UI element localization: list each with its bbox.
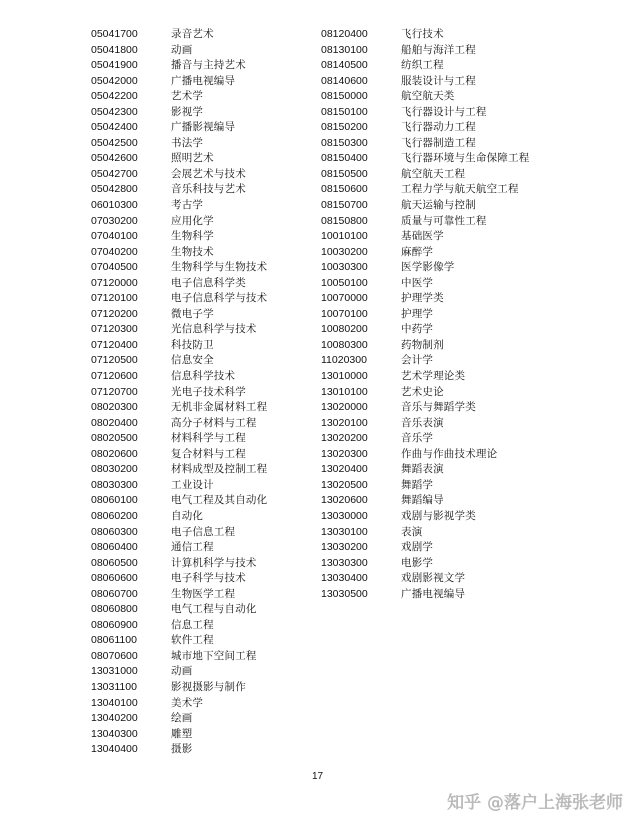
major-row <box>321 120 529 136</box>
major-code: 10080200 <box>321 323 368 336</box>
major-code: 07120000 <box>91 276 138 289</box>
major-code: 13030400 <box>321 572 368 585</box>
major-row <box>91 556 267 572</box>
major-row <box>321 540 529 556</box>
major-name: 会计学 <box>401 354 434 367</box>
major-code: 11020300 <box>321 354 367 367</box>
major-code: 07040100 <box>91 230 138 243</box>
major-name: 基础医学 <box>401 230 444 243</box>
major-code: 08060600 <box>91 572 138 585</box>
major-code: 05042500 <box>91 136 138 149</box>
major-name: 复合材料与工程 <box>171 447 246 460</box>
major-name: 广播电视编导 <box>401 587 466 600</box>
major-name: 舞蹈学 <box>401 478 434 491</box>
major-code: 13040400 <box>91 743 138 756</box>
major-name: 动画 <box>171 43 193 56</box>
major-code: 07120300 <box>91 323 138 336</box>
major-row <box>321 416 529 432</box>
major-code: 05041900 <box>91 59 138 72</box>
major-row <box>321 400 529 416</box>
major-name: 广播影视编导 <box>171 121 236 134</box>
major-row <box>321 307 529 323</box>
major-row <box>91 214 267 230</box>
major-name: 电子科学与技术 <box>171 572 246 585</box>
major-name: 材料成型及控制工程 <box>171 463 268 476</box>
major-row <box>321 462 529 478</box>
major-code: 08020600 <box>91 447 138 460</box>
major-row <box>321 198 529 214</box>
major-name: 信息安全 <box>171 354 214 367</box>
major-code: 08020400 <box>91 416 138 429</box>
major-name: 艺术学 <box>171 90 204 103</box>
major-name: 舞蹈表演 <box>401 463 444 476</box>
major-row <box>91 307 267 323</box>
major-row <box>91 89 267 105</box>
major-row <box>91 338 267 354</box>
major-name: 护理学 <box>401 307 434 320</box>
major-row <box>321 136 529 152</box>
major-row <box>91 245 267 261</box>
major-name: 音乐与舞蹈学类 <box>401 401 476 414</box>
major-name: 音乐学 <box>401 432 434 445</box>
major-name: 中医学 <box>401 276 434 289</box>
major-name: 微电子学 <box>171 307 214 320</box>
major-name: 考古学 <box>171 199 204 212</box>
watermark: 知乎 @落户上海张老师 <box>447 793 623 813</box>
major-row <box>321 338 529 354</box>
major-code: 13030300 <box>321 556 368 569</box>
major-code: 08130100 <box>321 43 368 56</box>
major-row <box>91 587 267 603</box>
major-row <box>91 400 267 416</box>
major-name: 音乐表演 <box>401 416 444 429</box>
major-code: 08030200 <box>91 463 138 476</box>
major-code: 08150300 <box>321 136 368 149</box>
major-row <box>91 43 267 59</box>
major-code: 13030500 <box>321 587 368 600</box>
major-name: 护理学类 <box>401 292 444 305</box>
major-code: 07120700 <box>91 385 138 398</box>
major-code: 08070600 <box>91 649 138 662</box>
major-code: 08150200 <box>321 121 368 134</box>
major-row <box>321 525 529 541</box>
major-code: 08060200 <box>91 509 138 522</box>
major-name: 光电子技术科学 <box>171 385 246 398</box>
major-code: 08150500 <box>321 167 368 180</box>
major-row <box>91 416 267 432</box>
major-name: 电气工程与自动化 <box>171 603 257 616</box>
major-name: 通信工程 <box>171 541 214 554</box>
major-name: 艺术史论 <box>401 385 444 398</box>
left-column <box>91 27 267 758</box>
major-name: 生物科学与生物技术 <box>171 261 268 274</box>
major-code: 06010300 <box>91 199 138 212</box>
major-code: 13020600 <box>321 494 368 507</box>
major-name: 电子信息工程 <box>171 525 236 538</box>
major-row <box>321 89 529 105</box>
major-name: 应用化学 <box>171 214 214 227</box>
major-code: 13020200 <box>321 432 368 445</box>
major-row <box>91 105 267 121</box>
major-row <box>91 664 267 680</box>
major-code: 08150000 <box>321 90 368 103</box>
major-name: 音乐科技与艺术 <box>171 183 246 196</box>
major-name: 飞行器环境与生命保障工程 <box>401 152 530 165</box>
major-row <box>91 447 267 463</box>
major-code: 13030200 <box>321 541 368 554</box>
major-name: 录音艺术 <box>171 28 214 40</box>
major-code: 10050100 <box>321 276 368 289</box>
major-row <box>91 136 267 152</box>
major-code: 13020100 <box>321 416 368 429</box>
major-name: 材料科学与工程 <box>171 432 246 445</box>
major-name: 戏剧与影视学类 <box>401 509 476 522</box>
major-row <box>91 27 267 43</box>
major-name: 艺术学理论类 <box>401 370 466 383</box>
major-row <box>321 571 529 587</box>
major-name: 高分子材料与工程 <box>171 416 257 429</box>
major-code: 13040200 <box>91 712 138 725</box>
major-code: 08140500 <box>321 59 368 72</box>
major-row <box>321 276 529 292</box>
major-name: 广播电视编导 <box>171 74 236 87</box>
major-code: 08150800 <box>321 214 368 227</box>
major-row <box>321 27 529 43</box>
major-row <box>91 462 267 478</box>
major-row <box>321 229 529 245</box>
major-name: 雕塑 <box>171 727 193 740</box>
major-name: 自动化 <box>171 509 204 522</box>
major-row <box>91 260 267 276</box>
major-name: 摄影 <box>171 743 193 756</box>
major-code: 08060800 <box>91 603 138 616</box>
major-row <box>91 727 267 743</box>
major-row <box>91 322 267 338</box>
major-code: 08120400 <box>321 28 368 40</box>
major-name: 光信息科学与技术 <box>171 323 257 336</box>
major-name: 飞行技术 <box>401 28 444 40</box>
major-code: 08140600 <box>321 74 368 87</box>
major-name: 电影学 <box>401 556 434 569</box>
major-row <box>321 587 529 603</box>
major-code: 13030100 <box>321 525 368 538</box>
major-code: 08060100 <box>91 494 138 507</box>
major-row <box>321 291 529 307</box>
major-row <box>91 571 267 587</box>
page-number: 17 <box>311 771 324 782</box>
major-code: 05042600 <box>91 152 138 165</box>
major-row <box>91 385 267 401</box>
major-name: 计算机科学与技术 <box>171 556 257 569</box>
major-code: 07040500 <box>91 261 138 274</box>
major-name: 城市地下空间工程 <box>171 649 257 662</box>
major-code: 08060400 <box>91 541 138 554</box>
major-code: 08150600 <box>321 183 368 196</box>
major-row <box>321 182 529 198</box>
major-name: 戏剧影视文学 <box>401 572 466 585</box>
major-code: 13020000 <box>321 401 368 414</box>
major-row <box>321 74 529 90</box>
major-name: 电子信息科学与技术 <box>171 292 268 305</box>
major-row <box>91 182 267 198</box>
major-code: 05042800 <box>91 183 138 196</box>
major-code: 13010000 <box>321 370 368 383</box>
major-row <box>91 633 267 649</box>
major-row <box>91 431 267 447</box>
major-name: 药物制剂 <box>401 338 444 351</box>
major-code: 05042700 <box>91 167 138 180</box>
major-code: 13030000 <box>321 509 368 522</box>
major-code: 10070000 <box>321 292 368 305</box>
major-name: 播音与主持艺术 <box>171 59 246 72</box>
major-row <box>91 649 267 665</box>
major-row <box>91 696 267 712</box>
major-name: 船舶与海洋工程 <box>401 43 476 56</box>
major-row <box>91 167 267 183</box>
major-code: 07120600 <box>91 370 138 383</box>
major-name: 表演 <box>401 525 423 538</box>
major-name: 航空航天工程 <box>401 167 466 180</box>
major-row <box>91 151 267 167</box>
major-name: 航天运输与控制 <box>401 199 476 212</box>
major-row <box>321 214 529 230</box>
major-row <box>321 478 529 494</box>
major-name: 会展艺术与技术 <box>171 167 246 180</box>
major-name: 戏剧学 <box>401 541 434 554</box>
major-code: 07030200 <box>91 214 138 227</box>
major-name: 影视学 <box>171 105 204 118</box>
major-row <box>321 447 529 463</box>
major-row <box>321 353 529 369</box>
major-name: 工业设计 <box>171 478 214 491</box>
major-code: 05041700 <box>91 28 138 40</box>
major-row <box>321 322 529 338</box>
major-row <box>321 556 529 572</box>
major-row <box>91 525 267 541</box>
major-name: 照明艺术 <box>171 152 214 165</box>
major-code: 08150400 <box>321 152 368 165</box>
major-row <box>91 478 267 494</box>
major-name: 生物科学 <box>171 230 214 243</box>
major-code: 05041800 <box>91 43 138 56</box>
major-name: 工程力学与航天航空工程 <box>401 183 519 196</box>
major-code: 07120200 <box>91 307 138 320</box>
major-row <box>321 509 529 525</box>
major-code: 07120500 <box>91 354 138 367</box>
major-row <box>321 385 529 401</box>
major-name: 纺织工程 <box>401 59 444 72</box>
major-row <box>321 105 529 121</box>
major-code: 08060700 <box>91 587 138 600</box>
major-code: 13020400 <box>321 463 368 476</box>
major-code: 08020500 <box>91 432 138 445</box>
major-row <box>321 260 529 276</box>
major-row <box>91 291 267 307</box>
major-code: 13040100 <box>91 696 138 709</box>
major-row <box>91 711 267 727</box>
major-row <box>321 245 529 261</box>
major-name: 医学影像学 <box>401 261 455 274</box>
major-row <box>321 369 529 385</box>
major-name: 绘画 <box>171 712 193 725</box>
major-code: 13010100 <box>321 385 368 398</box>
major-code: 10030300 <box>321 261 368 274</box>
major-code: 07120400 <box>91 338 138 351</box>
major-name: 电子信息科学类 <box>171 276 246 289</box>
major-row <box>91 680 267 696</box>
major-code: 08030300 <box>91 478 138 491</box>
major-name: 科技防卫 <box>171 338 214 351</box>
major-row <box>91 353 267 369</box>
major-row <box>91 58 267 74</box>
major-row <box>91 602 267 618</box>
major-code: 08060300 <box>91 525 138 538</box>
major-name: 中药学 <box>401 323 434 336</box>
major-code: 08020300 <box>91 401 138 414</box>
major-name: 书法学 <box>171 136 204 149</box>
major-code: 10010100 <box>321 230 368 243</box>
major-code: 08150700 <box>321 199 368 212</box>
major-row <box>321 58 529 74</box>
major-code: 07040200 <box>91 245 138 258</box>
major-code: 10070100 <box>321 307 368 320</box>
major-code: 13020300 <box>321 447 368 460</box>
major-code: 13020500 <box>321 478 368 491</box>
major-row <box>91 540 267 556</box>
major-name: 信息工程 <box>171 618 214 631</box>
right-column <box>321 27 529 602</box>
major-code: 08060500 <box>91 556 138 569</box>
major-name: 生物技术 <box>171 245 214 258</box>
major-name: 电气工程及其自动化 <box>171 494 268 507</box>
major-name: 飞行器制造工程 <box>401 136 476 149</box>
major-row <box>91 509 267 525</box>
major-code: 05042300 <box>91 105 138 118</box>
major-row <box>91 198 267 214</box>
major-code: 05042400 <box>91 121 138 134</box>
major-row <box>91 493 267 509</box>
major-row <box>91 618 267 634</box>
major-code: 05042200 <box>91 90 138 103</box>
major-row <box>321 151 529 167</box>
major-row <box>321 43 529 59</box>
major-code: 05042000 <box>91 74 138 87</box>
major-row <box>91 369 267 385</box>
major-row <box>91 276 267 292</box>
major-row <box>91 74 267 90</box>
major-code: 13031100 <box>91 680 137 693</box>
major-name: 信息科学技术 <box>171 370 236 383</box>
major-name: 无机非金属材料工程 <box>171 401 268 414</box>
major-row <box>91 120 267 136</box>
major-name: 动画 <box>171 665 193 678</box>
major-code: 10080300 <box>321 338 368 351</box>
major-name: 生物医学工程 <box>171 587 236 600</box>
major-row <box>321 431 529 447</box>
major-name: 舞蹈编导 <box>401 494 444 507</box>
major-name: 软件工程 <box>171 634 214 647</box>
major-code: 13031000 <box>91 665 138 678</box>
major-row <box>91 229 267 245</box>
major-row <box>321 167 529 183</box>
major-name: 航空航天类 <box>401 90 455 103</box>
major-name: 作曲与作曲技术理论 <box>401 447 498 460</box>
major-code: 07120100 <box>91 292 138 305</box>
major-code: 08150100 <box>321 105 368 118</box>
major-name: 影视摄影与制作 <box>171 680 246 693</box>
major-name: 飞行器动力工程 <box>401 121 476 134</box>
major-name: 服装设计与工程 <box>401 74 476 87</box>
major-code: 08060900 <box>91 618 138 631</box>
major-name: 飞行器设计与工程 <box>401 105 487 118</box>
major-row <box>91 742 267 758</box>
major-name: 麻醉学 <box>401 245 434 258</box>
major-name: 质量与可靠性工程 <box>401 214 487 227</box>
major-name: 美术学 <box>171 696 204 709</box>
major-row <box>321 493 529 509</box>
major-code: 08061100 <box>91 634 137 647</box>
major-code: 10030200 <box>321 245 368 258</box>
major-code: 13040300 <box>91 727 138 740</box>
